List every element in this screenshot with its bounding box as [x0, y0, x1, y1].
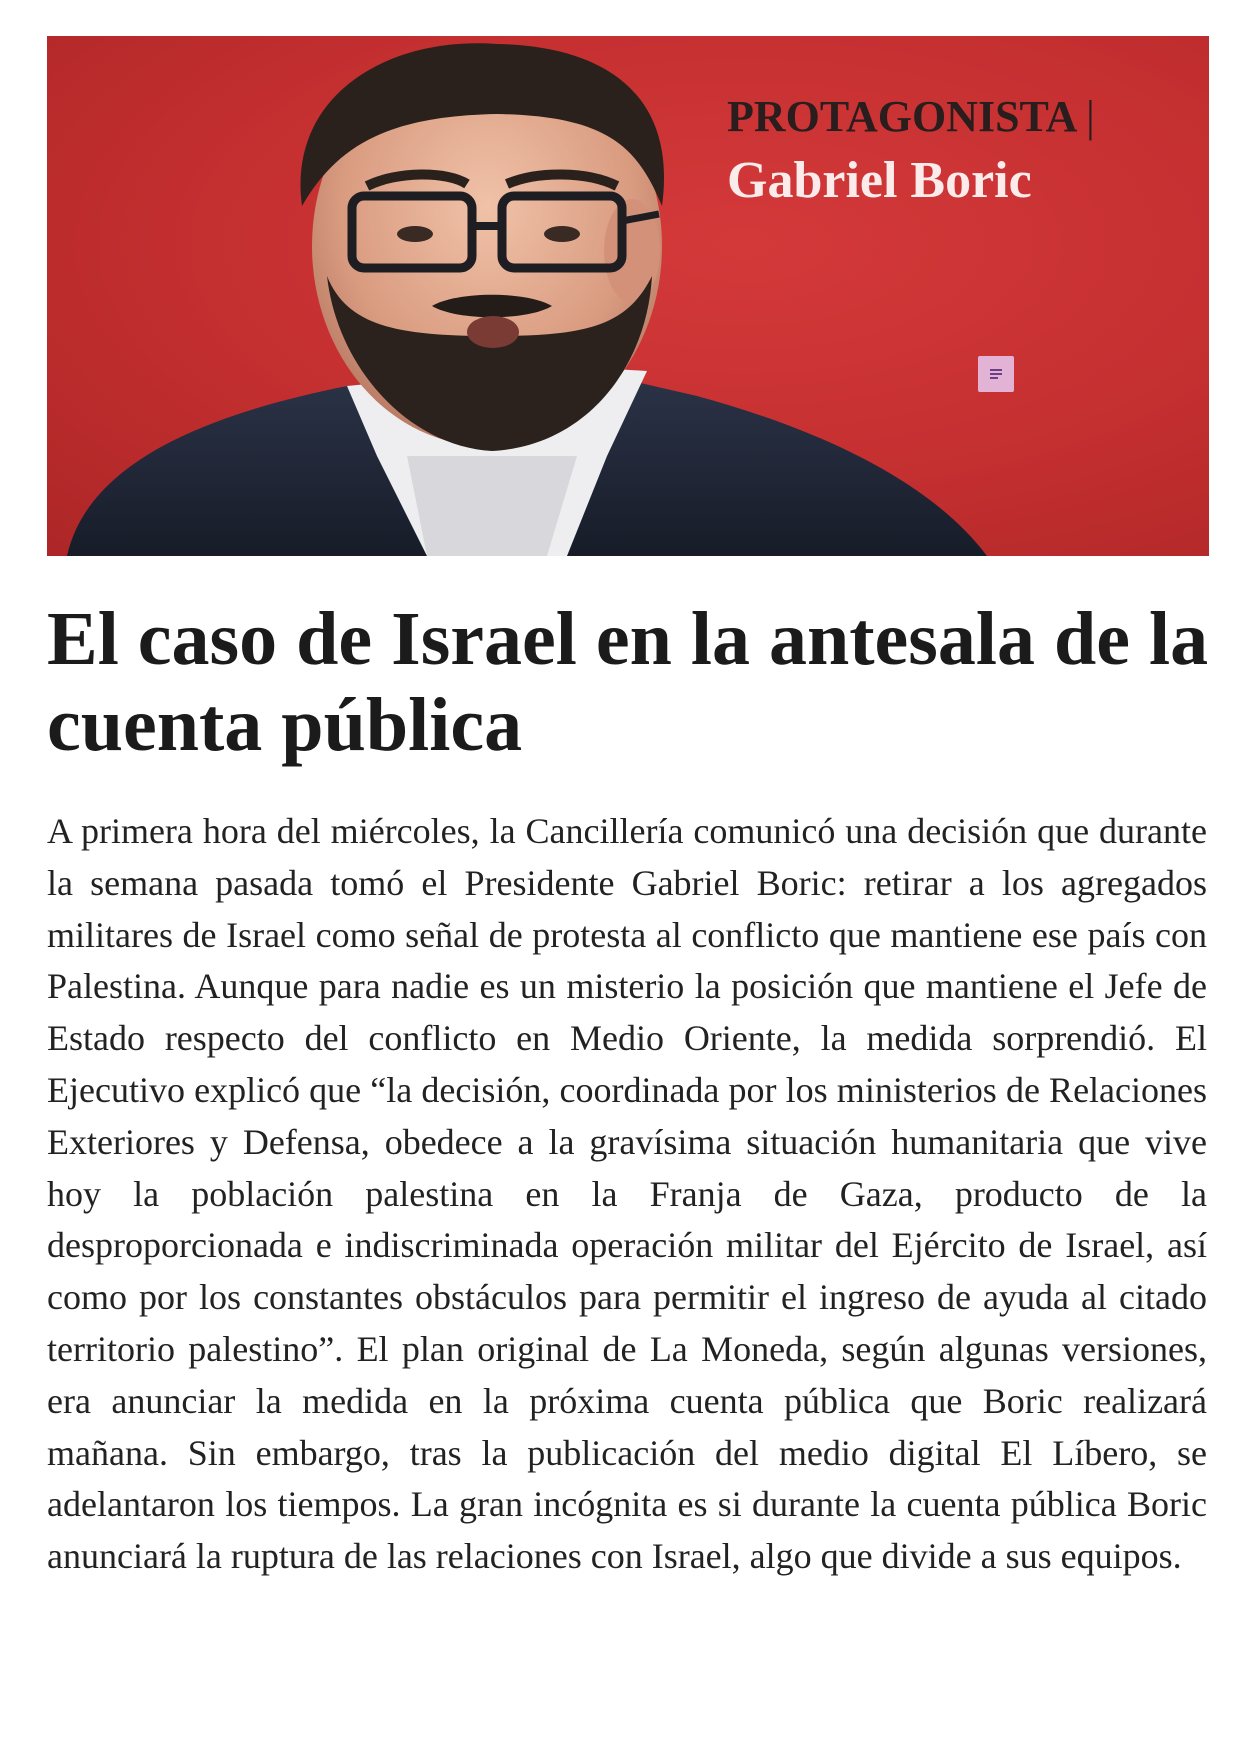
- article-headline: El caso de Israel en la antesala de la cuenta pública: [47, 597, 1209, 767]
- section-label: PROTAGONISTA: [727, 92, 1075, 141]
- menu-icon[interactable]: [978, 356, 1014, 392]
- banner-kicker: [727, 88, 1095, 216]
- person-name: Gabriel Boric: [727, 152, 1032, 209]
- menu-icon-line: [990, 377, 998, 379]
- article-body: A primera hora del miércoles, la Cancillería comunicó una decisión que durante la semana pasada tomó el Presidente Gabriel Boric: retirar a los agregados militares de Israel como señal de protesta al conflicto que mantiene ese país con Palestina. Aunque para nadie es un misterio la posición que mantiene el Jefe de Estado respecto del conflicto en Medio Oriente, la medida sorprendió. El Ejecutivo explicó que “la decisión, coordinada por los ministerios de Relaciones Exteriores y Defensa, obedece a la gravísima situación humanitaria que vive hoy la población palestina en la Franja de Gaza, producto de la desproporcionada e indiscriminada operación militar del Ejército de Israel, así como por los constantes obstáculos para permitir el ingreso de ayuda al citado territorio palestino”. El plan original de La Moneda, según algunas versiones, era anunciar la medida en la próxima cuenta pública que Boric realizará mañana. Sin embargo, tras la publicación del medio digital El Líbero, se adelantaron los tiempos. La gran incógnita es si durante la cuenta pública Boric anunciará la ruptura de las relaciones con Israel, algo que divide a sus equipos.: [47, 811, 1207, 1577]
- menu-icon-line: [990, 369, 1002, 371]
- kicker-separator: |: [1085, 92, 1095, 141]
- photo-banner: [47, 36, 1209, 556]
- section-label-line: [727, 88, 1095, 146]
- menu-icon-line: [990, 373, 1002, 375]
